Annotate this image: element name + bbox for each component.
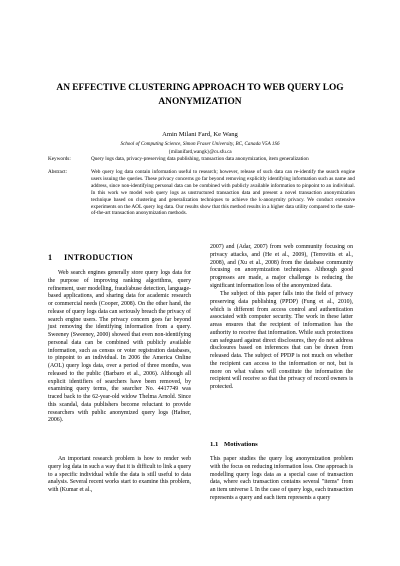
section-heading-introduction — [48, 253, 133, 262]
keywords-label: Keywords: — [48, 156, 71, 162]
author-names: Amin Milani Fard, Ke Wang — [162, 131, 238, 138]
subsection-title: Motivations — [224, 441, 258, 448]
keywords-text: Query logs data, privacy-preserving data publishing, transaction data anonymization, item generalization — [91, 156, 309, 162]
subsection-heading-motivations — [210, 441, 258, 448]
intro-paragraph-4: The subject of this paper falls into the field of privacy preserving data publishing (PPDP) (Fung et al., 2010), which is different from access control and authentication associated with computer security. The work in these latter areas ensures that the recipient of information has the authority to receive that information. While such protections can safeguard against direct disclosures, they do not address disclosures based on inferences that can be drawn from released data. The subject of PPDP is not much on whether the recipient can access to the information or not, but is more on what values will constitute the information the recipient will receive so that the privacy of record owners is protected. — [210, 291, 353, 390]
intro-paragraph-3: 2007) and (Adar, 2007) from web community focusing on privacy attacks, and (He et al., 2009), (Terrovitis et al., 2008), and (Xu et al., 2008) from the database community focusing on anonymization techniques. Although good progresses are made, a major challenge is reducing the significant information loss of the anonymized data. — [210, 244, 353, 289]
author-email: {milanifard,wangk}@cs.sfu.ca — [168, 149, 232, 155]
abstract-label: Abstract: — [48, 169, 68, 175]
abstract-text: Web query log data contain information useful to research; however, release of such data can re-identify the search engine users issuing the queries. These privacy concerns go far beyond removing explicitly identifying information such as name and address, since non-identifying personal data can be combined with publicly available information to pinpoint to an individual. In this work we model web query logs as unstructured transaction data and present a novel transaction anonymization technique based on clustering and generalization techniques to achieve the k-anonymity privacy. We conduct extensive experiments on the AOL query log data. Our results show that this method results in a higher data utility compared to the state-of-the-art transaction anonymization methods. — [91, 169, 355, 217]
section-title: INTRODUCTION — [64, 253, 134, 262]
motivations-paragraph-1: This paper studies the query log anonymization problem with the focus on reducing information loss. One approach is modelling query logs data as a special case of transaction data, where each transaction contains several "items" from an item universe I. In the case of query logs, each transaction represents a query and each item represents a query — [210, 456, 353, 501]
author-affiliation: School of Computing Science, Simon Fraser University, BC, Canada V5A 1S6 — [120, 141, 280, 147]
intro-paragraph-2: An important research problem is how to render web query log data in such a way that it is difficult to link a query to a specific individual while the data is still useful to data analysis. Several recent works start to examine this problem, with (Kumar et al., — [48, 456, 191, 493]
section-number: 1 — [48, 253, 53, 262]
intro-paragraph-1: Web search engines generally store query logs data for the purpose of improving ranking algorithms, query refinement, user modelling, fraud/abuse detection, language-based applications, and sharing data for academic research or commercial needs (Cooper, 2008). On the other hand, the release of query logs data can seriously breach the privacy of search engine users. The privacy concern goes far beyond just removing the identifying information from a query. Sweeney (Sweeney, 2000) showed that even non-identifying personal data can be combined with publicly available information, such as census or voter registration databases, to pinpoint to an individual. In 2006 the America Online (AOL) query logs data, over a period of three months, was released to the public (Barbaro et al., 2006). Although all explicit identifiers of searchers have been removed, by examining query terms, the searcher No. 4417749 was traced back to the 62-year-old widow Thelma Arnold. Since this scandal, data publishers become reluctant to provide researchers with public anonymized query logs (Hafner, 2006). — [48, 270, 191, 424]
subsection-number: 1.1 — [210, 441, 219, 448]
paper-title: AN EFFECTIVE CLUSTERING APPROACH TO WEB QUERY LOG ANONYMIZATION — [56, 83, 344, 107]
